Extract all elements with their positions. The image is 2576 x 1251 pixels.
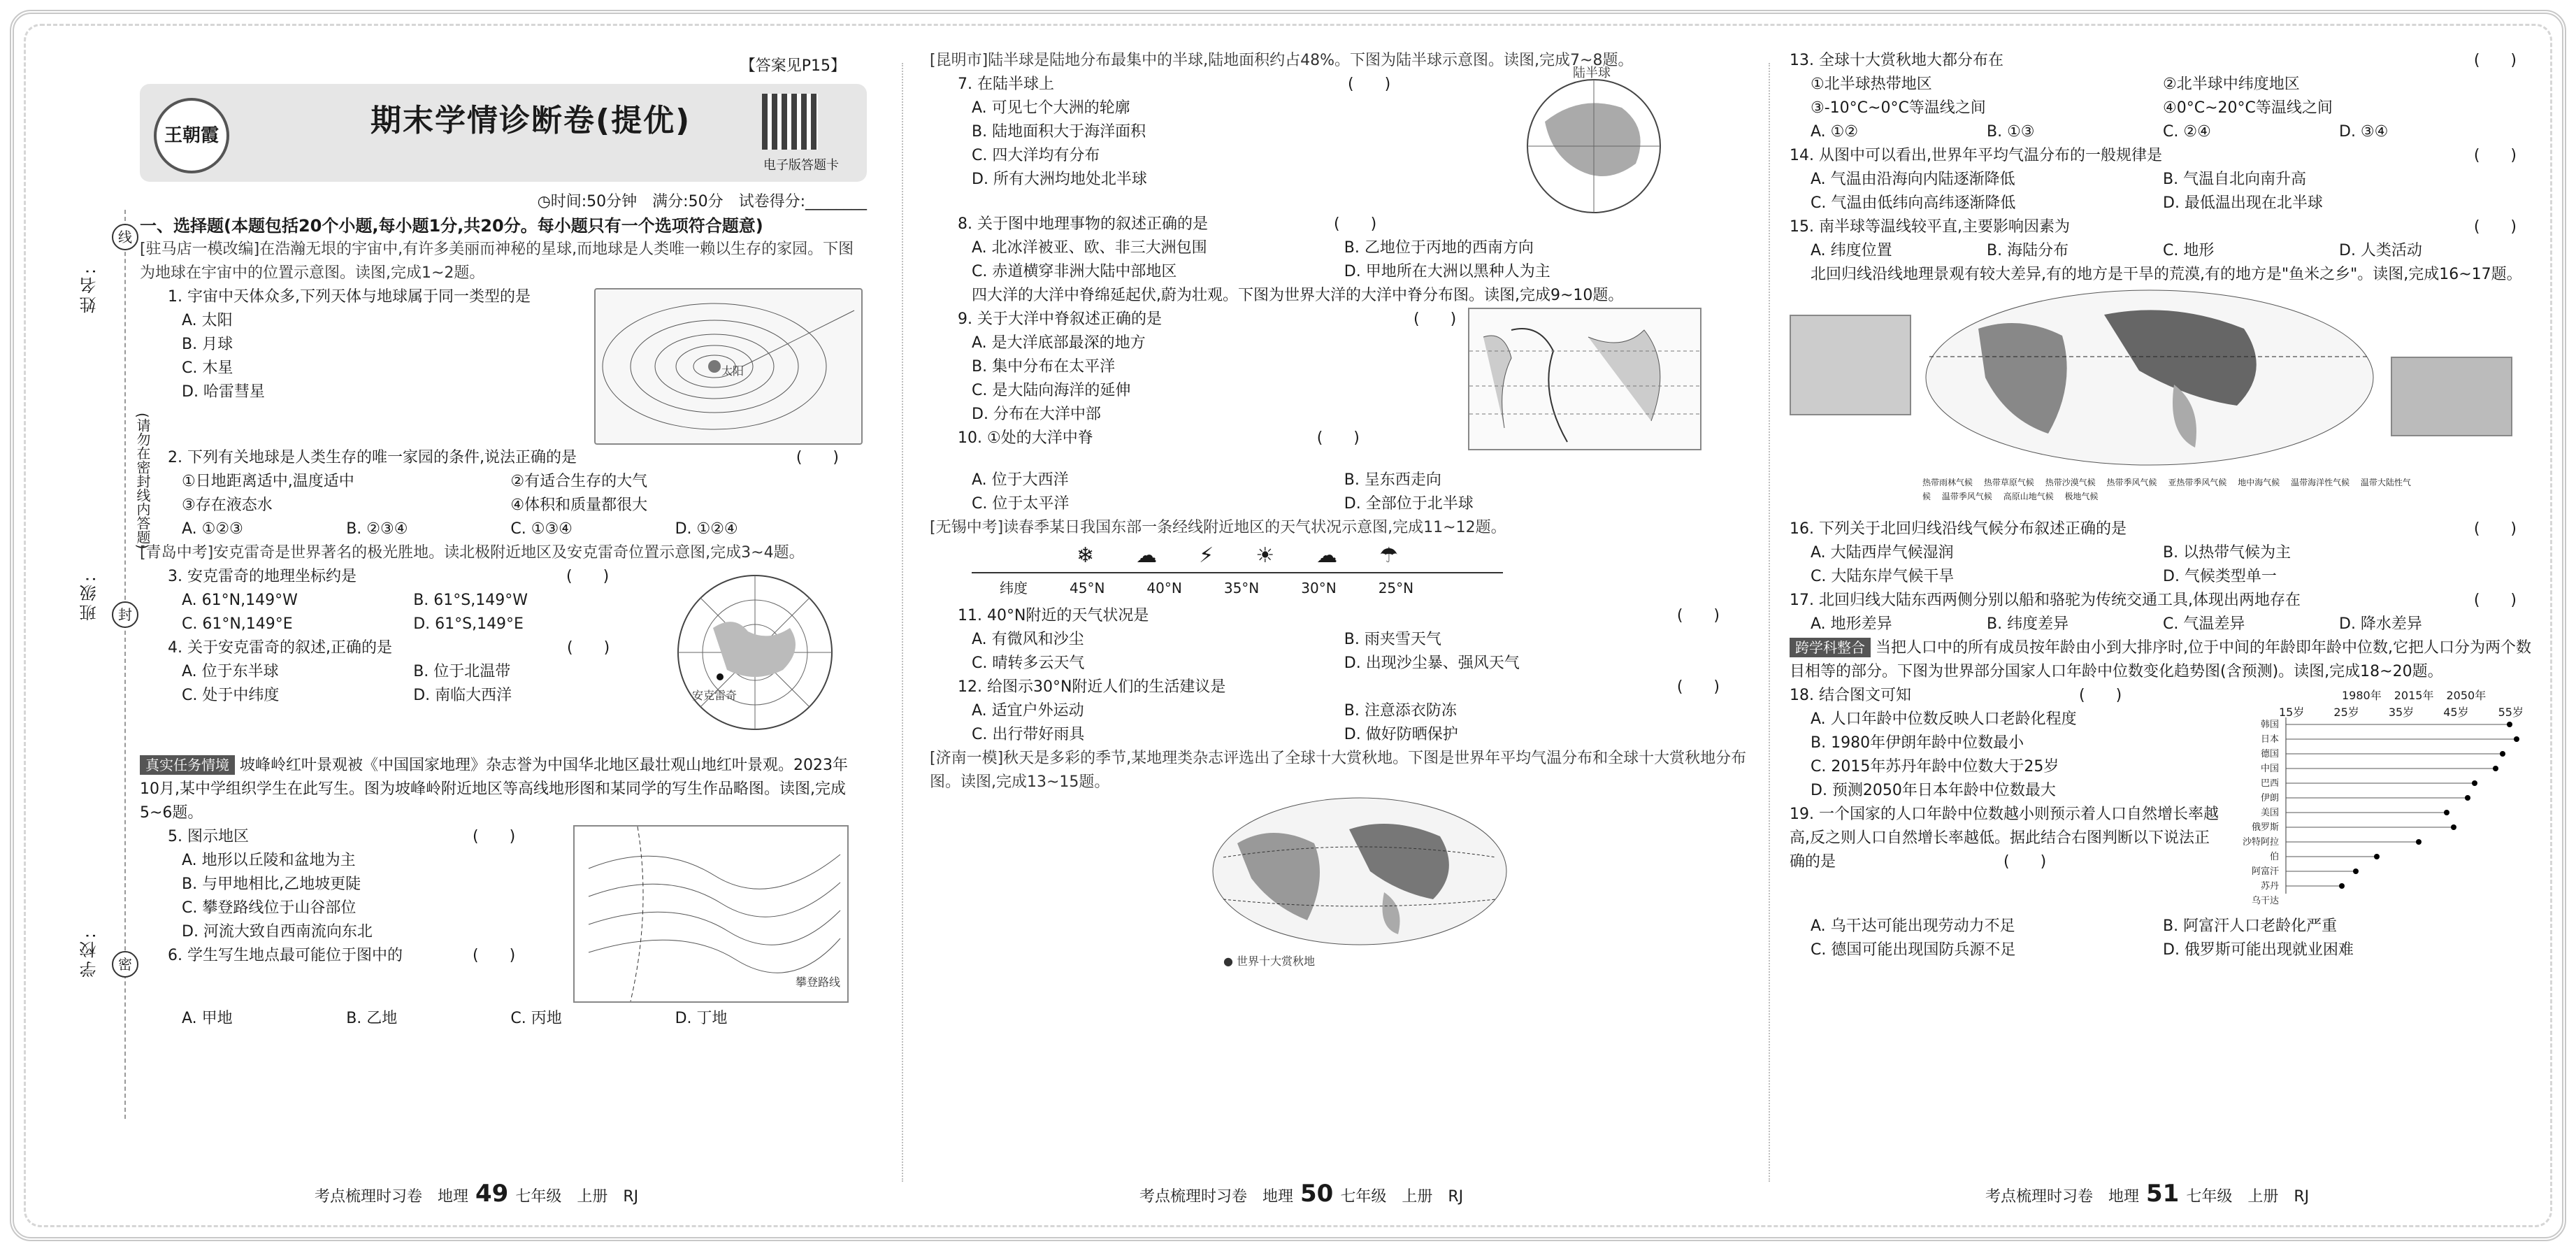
q3-options — [140, 589, 664, 636]
q10-options — [930, 469, 1748, 516]
q14-options — [1790, 168, 2545, 215]
answer-slot[interactable]: ( ) — [1676, 678, 1720, 696]
name-label: 姓名: — [80, 266, 99, 314]
option-a[interactable]: A. 地形以丘陵和盆地为主 — [182, 852, 356, 869]
option-a[interactable]: A. 61°N,149°W — [182, 592, 298, 609]
country-label: 巴西 — [2260, 778, 2279, 789]
option-b[interactable]: B. ②③④ — [346, 520, 408, 538]
legend-item: 亚热带季风气候 — [2168, 478, 2227, 487]
option-d[interactable]: D. 甲地所在大洲以黑种人为主 — [1344, 263, 1550, 280]
q15-text: 15. 南半球等温线较平直,主要影响因素为 — [1790, 218, 2070, 236]
q11-text: 11. 40°N附近的天气状况是 — [958, 607, 1149, 624]
climate-legend — [1922, 476, 2412, 503]
intro-text: 当把人口中的所有成员按年龄由小到大排序时,位于中间的年龄即年龄中位数,它把人口分为两个数目相等的部分。下图为世界部分国家人口年龄中位数变化趋势图(含预测)。读图,完成18~20题。 — [1790, 639, 2531, 680]
question-11 — [930, 604, 1748, 628]
answer-slot[interactable]: ( ) — [566, 639, 610, 657]
option-b[interactable]: B. 阿富汗人口老龄化严重 — [2163, 917, 2338, 935]
page-title: 期末学情诊断卷(提优) — [370, 103, 691, 138]
option-a[interactable]: A. ①② — [1811, 123, 1859, 141]
q19-text: 19. 一个国家的人口年龄中位数越小则预示着人口自然增长率越高,反之则人口自然增长率越低。据此结合右图判断以下说法正确的是 — [1790, 806, 2219, 871]
world-temperature-map — [1209, 794, 1510, 948]
option-b[interactable]: B. ①③ — [1987, 123, 2035, 141]
q16-options — [1790, 541, 2545, 589]
option-c[interactable]: C. 攀登路线位于山谷部位 — [182, 899, 357, 917]
weather-figure — [972, 544, 1503, 600]
question-16 — [1790, 517, 2545, 541]
option-a[interactable]: A. 有微风和沙尘 — [972, 631, 1084, 648]
year-2050: 2050年 — [2446, 689, 2487, 702]
footer-prefix: 考点梳理时习卷 地理 — [315, 1188, 469, 1206]
question-14 — [1790, 144, 2545, 168]
seal-line — [124, 210, 126, 1119]
answer-slot[interactable]: ( ) — [2003, 853, 2047, 871]
option-d[interactable]: D. 南临大西洋 — [413, 687, 512, 704]
class-label: 班级: — [80, 573, 99, 622]
q18-text: 18. 结合图文可知 — [1790, 687, 1911, 704]
intro-q16-17: 北回归线沿线地理景观有较大差异,有的地方是干旱的荒漠,有的地方是"鱼米之乡"。读图,完成16~17题。 — [1811, 266, 2522, 283]
country-label: 美国 — [2260, 808, 2279, 818]
q2-options — [140, 517, 867, 541]
footer-prefix: 考点梳理时习卷 地理 — [1985, 1188, 2140, 1206]
school-label: 学校: — [80, 930, 99, 978]
option-c[interactable]: C. 是大陆向海洋的延伸 — [972, 382, 1131, 399]
option-d[interactable]: D. 丁地 — [675, 1010, 728, 1027]
seal-circle-line: 线 — [112, 224, 138, 250]
intro-q9-10: 四大洋的大洋中脊绵延起伏,蔚为壮观。下图为世界大洋的大洋中脊分布图。读图,完成9~10题。 — [972, 287, 1624, 304]
option-c[interactable]: C. ②④ — [2163, 123, 2211, 141]
option-d[interactable]: D. 所有大洲均地处北半球 — [972, 171, 1147, 188]
option-d[interactable]: D. ①②④ — [675, 520, 738, 538]
fields-photo — [2391, 357, 2512, 436]
option-d[interactable]: D. 全部位于北半球 — [1344, 495, 1474, 513]
option-c[interactable]: C. 2015年苏丹年龄中位数大于25岁 — [1811, 758, 2059, 775]
temperature-map-wrap — [930, 794, 1748, 969]
brand-logo: 王朝霞 — [154, 98, 229, 173]
answer-slot[interactable]: ( ) — [1316, 429, 1360, 447]
land-hemisphere-figure — [1517, 66, 1671, 220]
question-13 — [1790, 49, 2545, 73]
option-d[interactable]: D. 最低温出现在北半球 — [2163, 194, 2323, 212]
intro-q3-4: [青岛中考]安克雷奇是世界著名的极光胜地。读北极附近地区及安克雷奇位置示意图,完成3~4题。 — [140, 544, 805, 562]
page-number: 49 — [475, 1180, 509, 1208]
intro-text: 坡峰岭红叶景观被《中国国家地理》杂志誉为中国华北地区最壮观山地红叶景观。2023年10月,某中学组织学生在此写生。图为坡峰岭附近地区等高线地形图和某同学的写生作品略图。读图,完成5~6题。 — [140, 757, 848, 822]
land-hemisphere-label: 陆半球 — [1573, 66, 1611, 80]
q12-text: 12. 给图示30°N附近人们的生活建议是 — [958, 678, 1226, 696]
latitude-label: 纬度 — [1000, 580, 1028, 596]
option-a[interactable]: A. 北冰洋被亚、欧、非三大洲包围 — [972, 239, 1207, 257]
country-label: 阿富汗 — [2251, 866, 2279, 877]
page-divider — [1769, 63, 1770, 1182]
anchorage-label: 安克雷奇 — [692, 689, 737, 702]
seal-note: (请勿在密封线内答题) — [134, 413, 151, 550]
q19-options — [1790, 915, 2545, 962]
q18-19-block — [1790, 684, 2545, 915]
qr-code-icon[interactable] — [762, 94, 818, 150]
option-a[interactable]: A. 乌干达可能出现劳动力不足 — [1811, 917, 2015, 935]
answer-slot[interactable]: ( ) — [1413, 310, 1457, 328]
q4-text: 4. 关于安克雷奇的叙述,正确的是 — [168, 639, 392, 657]
statement-4: ④体积和质量都很大 — [510, 496, 648, 514]
option-a[interactable]: A. 地形差异 — [1811, 615, 1892, 633]
option-a[interactable]: A. 纬度位置 — [1811, 242, 1892, 259]
option-c[interactable]: C. 出行带好雨具 — [972, 726, 1085, 743]
tick: 35岁 — [2388, 706, 2415, 719]
q13-items — [1790, 73, 2545, 120]
footer-suffix: 七年级 上册 RJ — [515, 1188, 639, 1206]
ridge-map — [1469, 309, 1700, 449]
latitude-axis — [972, 572, 1503, 600]
country-label: 苏丹 — [2260, 881, 2279, 892]
option-c[interactable]: C. 大陆东岸气候干旱 — [1811, 568, 1955, 585]
legend-item: 极地气候 — [2064, 492, 2099, 501]
seal-circle-secret: 密 — [112, 951, 138, 978]
country-label: 沙特阿拉伯 — [2242, 837, 2279, 862]
answer-slot[interactable]: ( ) — [2473, 147, 2517, 164]
q3-text: 3. 安克雷奇的地理坐标约是 — [168, 568, 357, 585]
ocean-ridge-figure — [1468, 308, 1701, 450]
legend-item: 热带沙漠气候 — [2045, 478, 2096, 487]
option-c[interactable]: C. 木星 — [182, 359, 233, 377]
section-heading: 一、选择题(本题包括20个小题,每小题1分,共20分。每小题只有一个选项符合题意) — [140, 216, 763, 236]
option-c[interactable]: C. 气温差异 — [2163, 615, 2245, 633]
option-b[interactable]: B. 1980年伊朗年龄中位数最小 — [1811, 734, 2024, 752]
year-2015: 2015年 — [2394, 689, 2434, 702]
rain-icon: ☂ — [1379, 543, 1399, 568]
answer-slot[interactable]: ( ) — [1676, 607, 1720, 624]
q6-options — [140, 1007, 867, 1031]
answer-slot[interactable]: ( ) — [2473, 592, 2517, 609]
answer-slot[interactable]: ( ) — [472, 828, 516, 845]
question-12 — [930, 675, 1748, 699]
autumn-sites-legend: ● 世界十大赏秋地 — [1223, 955, 1316, 968]
climb-route-legend: 攀登路线 — [795, 975, 840, 989]
country-label: 中国 — [2260, 764, 2279, 774]
statement-2: ②北半球中纬度地区 — [2163, 76, 2300, 93]
option-a[interactable]: A. 人口年龄中位数反映人口老龄化程度 — [1811, 710, 2077, 728]
q12-options — [930, 699, 1748, 747]
option-c[interactable]: C. 晴转多云天气 — [972, 655, 1085, 672]
climate-map-wrap — [1790, 287, 2545, 517]
polar-projection-diagram — [671, 565, 839, 740]
option-b[interactable]: B. 陆地面积大于海洋面积 — [972, 123, 1146, 141]
option-b[interactable]: B. 集中分布在太平洋 — [972, 358, 1116, 376]
q11-options — [930, 628, 1748, 675]
option-c[interactable]: C. 处于中纬度 — [182, 687, 280, 704]
page-footer — [1139, 1182, 1463, 1209]
cloud-icon: ☁ — [1316, 543, 1338, 568]
legend-item: 温带大陆性气候 — [1922, 478, 2411, 501]
qr-label: 电子版答题卡 — [763, 158, 839, 173]
option-b[interactable]: B. 月球 — [182, 336, 233, 353]
option-d[interactable]: D. 做好防晒保护 — [1344, 726, 1458, 743]
answer-reference: 【答案见P15】 — [740, 57, 846, 75]
question-2 — [140, 446, 867, 470]
option-c[interactable]: C. 四大洋均有分布 — [972, 147, 1100, 164]
q5-text: 5. 图示地区 — [168, 828, 249, 845]
latitude-tick: 45°N — [1070, 580, 1105, 596]
temperature-map-figure — [1209, 794, 1510, 968]
q9-text: 9. 关于大洋中脊叙述正确的是 — [958, 310, 1162, 328]
q16-text: 16. 下列关于北回归线沿线气候分布叙述正确的是 — [1790, 520, 2127, 538]
q8-options — [930, 236, 1748, 284]
tick: 55岁 — [2498, 706, 2524, 719]
option-c[interactable]: C. ①③④ — [510, 520, 573, 538]
climate-map-figure — [1922, 287, 2377, 469]
option-b[interactable]: B. 气温自北向南升高 — [2163, 171, 2307, 188]
option-b[interactable]: B. 呈东西走向 — [1344, 471, 1441, 489]
latitude-tick: 30°N — [1301, 580, 1337, 596]
option-d[interactable]: D. 降水差异 — [2339, 615, 2422, 633]
legend-item: 热带草原气候 — [1983, 478, 2034, 487]
answer-slot[interactable]: ( ) — [1347, 76, 1391, 93]
answer-slot[interactable]: ( ) — [1334, 215, 1377, 233]
option-c[interactable]: C. 德国可能出现国防兵源不足 — [1811, 941, 2016, 959]
question-17 — [1790, 589, 2545, 613]
option-a[interactable]: A. 太阳 — [182, 312, 233, 329]
page-footer — [1985, 1182, 2309, 1209]
option-d[interactable]: D. 出现沙尘暴、强风天气 — [1344, 655, 1520, 672]
q13-text: 13. 全球十大赏秋地大都分布在 — [1790, 52, 2003, 69]
statement-4: ④0°C~20°C等温线之间 — [2163, 99, 2333, 117]
option-d[interactable]: D. 俄罗斯可能出现就业困难 — [2163, 941, 2354, 959]
q18-19-text — [1790, 684, 2223, 874]
answer-slot[interactable]: ( ) — [566, 568, 610, 585]
country-label: 乌干达 — [2251, 896, 2279, 906]
legend-item: 热带雨林气候 — [1922, 478, 1973, 487]
footer-suffix: 七年级 上册 RJ — [1340, 1188, 1464, 1206]
desert-camel-photo — [1790, 315, 1911, 415]
option-b[interactable]: B. 以热带气候为主 — [2163, 544, 2291, 562]
q17-text: 17. 北回归线大陆东西两侧分别以船和骆驼为传统交通工具,体现出两地存在 — [1790, 592, 2301, 609]
seal-circle-seal: 封 — [112, 601, 138, 628]
arctic-figure — [671, 565, 839, 740]
legend-item: 地中海气候 — [2238, 478, 2280, 487]
intro-q18-20 — [1790, 636, 2545, 684]
intro-q5-6 — [140, 754, 867, 825]
page-divider — [902, 63, 903, 1182]
answer-slot[interactable]: ( ) — [2078, 687, 2122, 704]
q13-options — [1790, 120, 2545, 144]
q4-options — [140, 660, 664, 708]
latitude-tick: 35°N — [1223, 580, 1260, 596]
option-d[interactable]: D. 61°S,149°E — [413, 615, 524, 633]
q7-text: 7. 在陆半球上 — [958, 76, 1054, 93]
q2-items — [140, 470, 867, 517]
option-a[interactable]: A. 适宜户外运动 — [972, 702, 1084, 720]
q10-text: 10. ①处的大洋中脊 — [958, 429, 1093, 447]
option-d[interactable]: D. 河流大致自西南流向东北 — [182, 923, 373, 941]
intro-q7-8: [昆明市]陆半球是陆地分布最集中的半球,陆地面积约占48%。下图为陆半球示意图。读图,完成7~8题。 — [930, 52, 1634, 69]
option-b[interactable]: B. 位于北温带 — [413, 663, 511, 680]
snow-icon: ❄ — [1077, 543, 1095, 568]
option-c[interactable]: C. 气温由低纬向高纬逐渐降低 — [1811, 194, 2016, 212]
option-b[interactable]: B. 与甲地相比,乙地坡更陡 — [182, 875, 361, 893]
page-footer — [315, 1182, 638, 1209]
statement-1: ①北半球热带地区 — [1811, 76, 1932, 93]
intro-q11-12: [无锡中考]读春季某日我国东部一条经线附近地区的天气状况示意图,完成11~12题。 — [930, 519, 1506, 536]
option-a[interactable]: A. 可见七个大洲的轮廓 — [972, 99, 1130, 117]
legend-item: 温带海洋性气候 — [2291, 478, 2350, 487]
country-label: 俄罗斯 — [2251, 822, 2279, 833]
option-b[interactable]: B. 乙地 — [346, 1010, 398, 1027]
option-d[interactable]: D. 气候类型单一 — [2163, 568, 2277, 585]
question-18 — [1790, 684, 2223, 708]
world-climate-map — [1922, 287, 2377, 469]
legend-item: 高原山地气候 — [2003, 492, 2054, 501]
page-number: 51 — [2146, 1180, 2180, 1208]
year-1980: 1980年 — [2342, 689, 2382, 702]
option-a[interactable]: A. 甲地 — [182, 1010, 233, 1027]
answer-slot[interactable]: ( ) — [796, 449, 839, 466]
intro-q13-15: [济南一模]秋天是多彩的季节,某地理类杂志评选出了全球十大赏秋地。下图是世界年平均气温分布和全球十大赏秋地分布图。读图,完成13~15题。 — [930, 750, 1747, 791]
weather-icons — [972, 544, 1503, 568]
option-c[interactable]: C. 赤道横穿非洲大陆中部地区 — [972, 263, 1177, 280]
cloud-icon: ☁ — [1136, 543, 1158, 568]
option-c[interactable]: C. 地形 — [2163, 242, 2215, 259]
answer-slot[interactable]: ( ) — [473, 947, 516, 964]
option-b[interactable]: B. 纬度差异 — [1987, 615, 2069, 633]
q18-options — [1790, 708, 2223, 803]
q8-text: 8. 关于图中地理事物的叙述正确的是 — [958, 215, 1208, 233]
question-19 — [1790, 803, 2223, 874]
exam-meta: ◷时间:50分钟 满分:50分 试卷得分:________ — [537, 193, 867, 210]
sun-label: 太阳 — [721, 364, 744, 378]
statement-2: ②有适合生存的大气 — [510, 473, 648, 490]
option-d[interactable]: D. 哈雷彗星 — [182, 383, 265, 401]
statement-1: ①日地距离适中,温度适中 — [182, 473, 354, 490]
legend-item: 热带季风气候 — [2106, 478, 2157, 487]
tick: 25岁 — [2333, 706, 2359, 719]
binding-margin — [42, 210, 151, 1119]
q17-options — [1790, 613, 2545, 636]
page-50 — [930, 49, 1748, 1208]
option-a[interactable]: A. 气温由沿海向内陆逐渐降低 — [1811, 171, 2015, 188]
page-49 — [140, 49, 867, 1208]
option-b[interactable]: B. 注意添衣防冻 — [1344, 702, 1457, 720]
storm-icon: ⚡ — [1199, 543, 1214, 568]
q6-text: 6. 学生写生地点最可能位于图中的 — [168, 947, 403, 964]
option-d[interactable]: D. ③④ — [2339, 123, 2389, 141]
option-d[interactable]: D. 预测2050年日本年龄中位数最大 — [1811, 782, 2056, 799]
option-c[interactable]: C. 位于太平洋 — [972, 495, 1070, 513]
legend-item: 温带季风气候 — [1941, 492, 1992, 501]
q1-text: 1. 宇宙中天体众多,下列天体与地球属于同一类型的是 — [168, 288, 531, 306]
option-c[interactable]: C. 61°N,149°E — [182, 615, 293, 633]
answer-slot[interactable]: ( ) — [2473, 52, 2517, 69]
option-d[interactable]: D. 人类活动 — [2339, 242, 2422, 259]
country-label: 日本 — [2260, 734, 2279, 745]
country-label: 韩国 — [2260, 720, 2279, 730]
country-label: 伊朗 — [2260, 793, 2279, 803]
solar-system-figure — [594, 288, 863, 445]
intro-q1-2: [驻马店一模改编]在浩瀚无垠的宇宙中,有许多美丽而神秘的星球,而地球是人类唯一赖以生存的家园。下图为地球在宇宙中的位置示意图。读图,完成1~2题。 — [140, 241, 854, 282]
sun-icon: ☀ — [1255, 543, 1275, 568]
statement-3: ③-10°C~0°C等温线之间 — [1811, 99, 1986, 117]
q2-text: 2. 下列有关地球是人类生存的唯一家园的条件,说法正确的是 — [168, 449, 577, 466]
option-b[interactable]: B. 乙地位于丙地的西南方向 — [1344, 239, 1534, 257]
median-age-chart — [2237, 684, 2531, 908]
option-a[interactable]: A. 是大洋底部最深的地方 — [972, 334, 1146, 352]
q15-options — [1790, 239, 2545, 263]
footer-suffix: 七年级 上册 RJ — [2186, 1188, 2310, 1206]
task-tag: 真实任务情境 — [140, 755, 235, 775]
option-c[interactable]: C. 丙地 — [510, 1010, 562, 1027]
option-a[interactable]: A. ①②③ — [182, 520, 243, 538]
footer-prefix: 考点梳理时习卷 地理 — [1139, 1188, 1294, 1206]
option-a[interactable]: A. 位于大西洋 — [972, 471, 1069, 489]
answer-slot[interactable]: ( ) — [2473, 218, 2517, 236]
latitude-tick: 25°N — [1378, 580, 1414, 596]
page-number: 50 — [1300, 1180, 1334, 1208]
q14-text: 14. 从图中可以看出,世界年平均气温分布的一般规律是 — [1790, 147, 2162, 164]
option-b[interactable]: B. 雨夹雪天气 — [1344, 631, 1441, 648]
option-a[interactable]: A. 位于东半球 — [182, 663, 279, 680]
answer-slot[interactable]: ( ) — [2473, 520, 2517, 538]
interdisciplinary-tag: 跨学科整合 — [1790, 638, 1871, 657]
median-age-lines — [2237, 684, 2531, 908]
page-51 — [1790, 49, 2545, 1208]
tick: 15岁 — [2279, 706, 2305, 719]
statement-3: ③存在液态水 — [182, 496, 273, 514]
option-b[interactable]: B. 61°S,149°W — [413, 592, 528, 609]
option-d[interactable]: D. 分布在大洋中部 — [972, 406, 1101, 423]
contour-figure — [573, 825, 849, 1003]
latitude-tick: 40°N — [1146, 580, 1182, 596]
option-b[interactable]: B. 海陆分布 — [1987, 242, 2069, 259]
exam-header — [140, 57, 867, 182]
question-15 — [1790, 215, 2545, 239]
country-label: 德国 — [2260, 749, 2279, 759]
option-a[interactable]: A. 大陆西岸气候湿润 — [1811, 544, 1954, 562]
hemisphere-diagram — [1517, 66, 1671, 220]
tick: 45岁 — [2443, 706, 2469, 719]
